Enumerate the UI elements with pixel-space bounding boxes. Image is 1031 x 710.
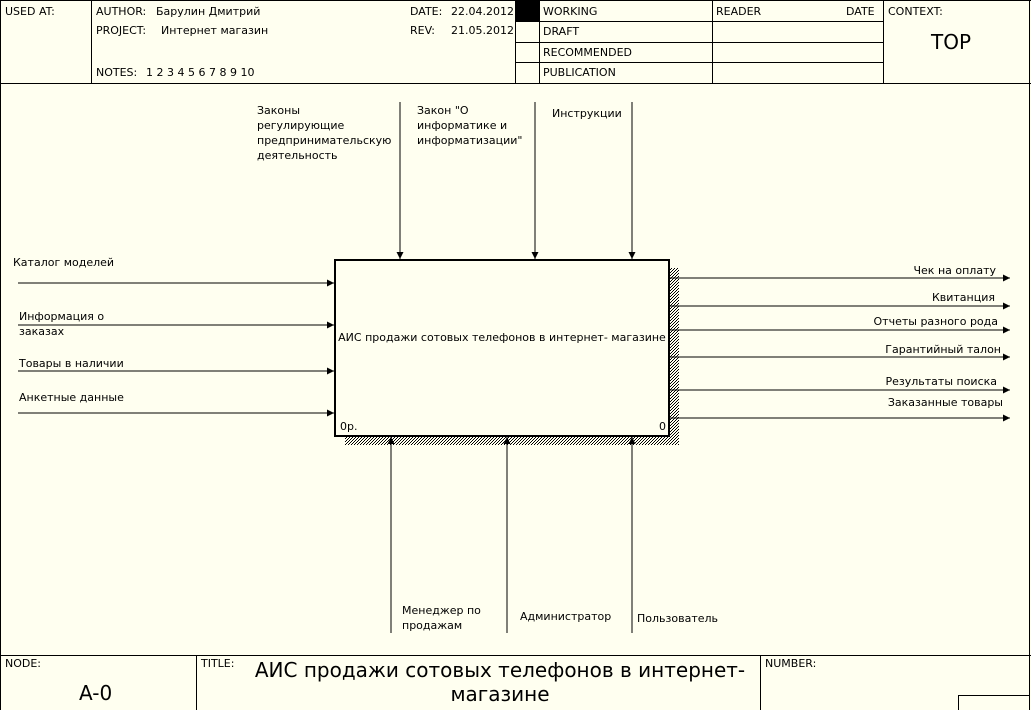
number-label: NUMBER: [765, 657, 817, 670]
footer-corner-box [958, 695, 1030, 710]
project-value: Интернет магазин [161, 24, 269, 37]
author-label: AUTHOR: [96, 5, 147, 18]
context-label: CONTEXT: [888, 5, 943, 18]
control-label-laws: Законы регулирующие предпринимательскую деятельность [257, 104, 392, 162]
project-label: PROJECT: [96, 24, 147, 37]
input-label-profile: Анкетные данные [19, 391, 124, 404]
control-label-informatics-law: Закон "О информатике и информатизации" [417, 104, 523, 147]
reader-date-label: DATE [846, 5, 875, 18]
status-recommended: RECOMMENDED [543, 46, 632, 59]
status-working: WORKING [543, 5, 598, 18]
footer-divider-number [760, 655, 761, 710]
output-label-payment-receipt: Чек на оплату [913, 264, 996, 277]
date-value: 22.04.2012 [451, 5, 514, 18]
input-label-stock: Товары в наличии [19, 357, 124, 370]
output-label-kvitantsiya: Квитанция [931, 291, 995, 304]
reader-label: READER [716, 5, 762, 18]
mechanism-label-user: Пользователь [637, 612, 719, 625]
footer-top-border [0, 655, 1031, 656]
node-value: A-0 [79, 681, 113, 705]
notes-label: NOTES: [96, 66, 138, 79]
output-label-reports: Отчеты разного рода [873, 315, 998, 328]
output-label-ordered-goods: Заказанные товары [887, 396, 1003, 409]
author-value: Барулин Дмитрий [156, 5, 261, 18]
output-label-search-results: Результаты поиска [885, 375, 997, 388]
rev-label: REV: [410, 24, 435, 37]
title-label: TITLE: [201, 657, 235, 670]
input-label-catalog: Каталог моделей [13, 256, 115, 269]
output-label-warranty: Гарантийный талон [885, 343, 1001, 356]
status-draft: DRAFT [543, 25, 580, 38]
footer-divider-title [196, 655, 197, 710]
function-name: АИС продажи сотовых телефонов в интернет- магазине [338, 331, 666, 344]
context-value: TOP [931, 30, 972, 54]
status-publication: PUBLICATION [543, 66, 616, 79]
node-label: NODE: [5, 657, 42, 670]
diagram-title: АИС продажи сотовых телефонов в интернет-магазине [254, 658, 746, 706]
function-box[interactable] [335, 260, 669, 436]
used-at-label: USED AT: [5, 5, 55, 18]
input-label-order-info: Информация о заказах [19, 310, 105, 338]
function-node-number: 0 [659, 420, 666, 433]
date-label: DATE: [410, 5, 443, 18]
function-cost: 0р. [340, 420, 358, 433]
rev-value: 21.05.2012 [451, 24, 514, 37]
notes-numbers: 1 2 3 4 5 6 7 8 9 10 [146, 66, 255, 79]
mechanism-label-administrator: Администратор [520, 610, 612, 623]
mechanism-label-sales-manager: Менеджер по продажам [402, 604, 481, 632]
control-label-instructions: Инструкции [552, 107, 622, 120]
